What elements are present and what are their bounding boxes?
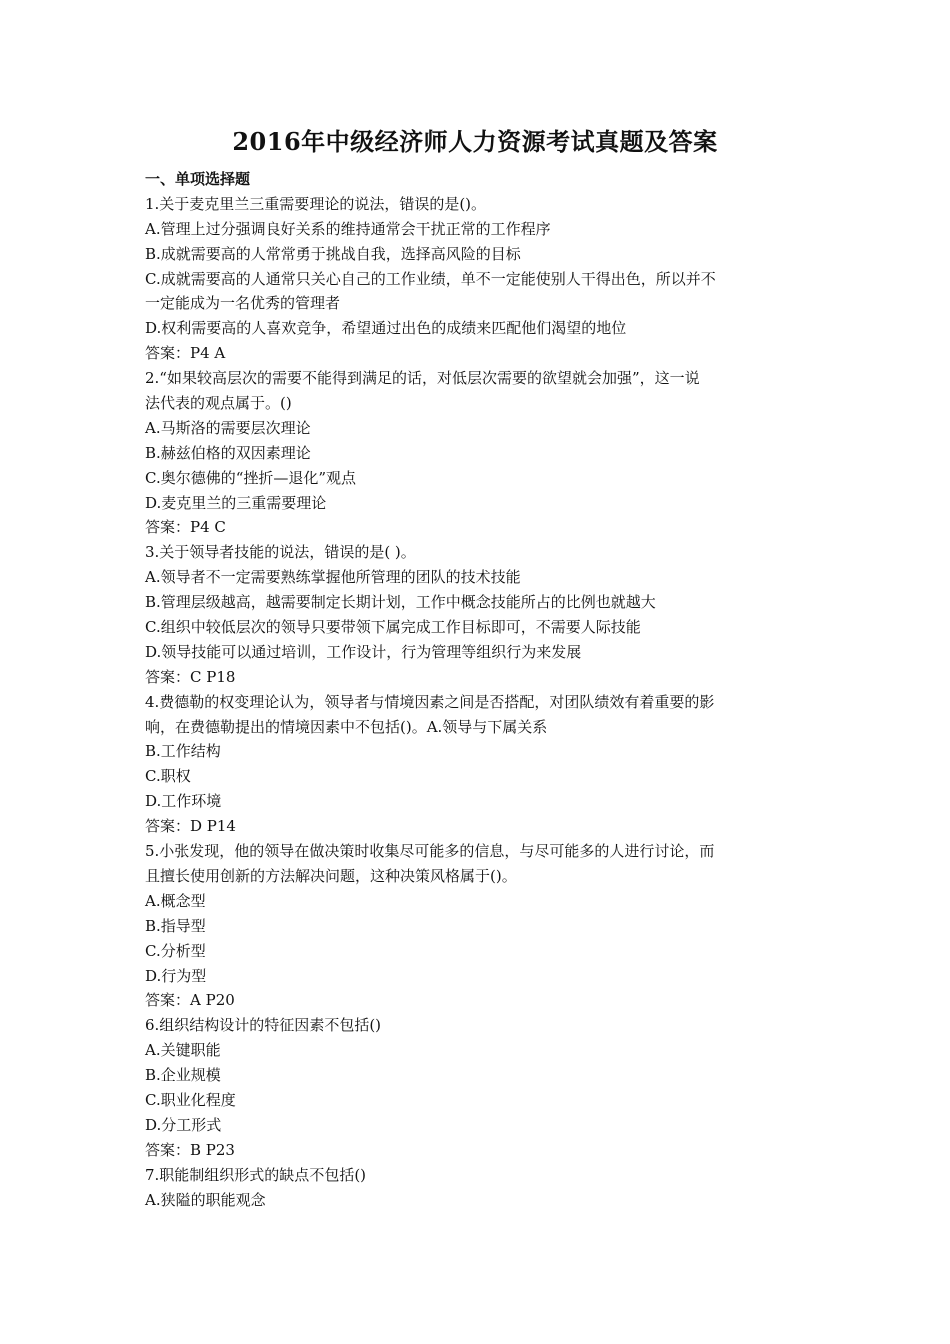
document-body <box>145 167 795 1212</box>
text-line: C.奥尔德佛的“挫折—退化”观点 <box>145 468 357 487</box>
text-line: 一定能成为一名优秀的管理者 <box>145 294 341 313</box>
text-line: D.权利需要高的人喜欢竞争，希望通过出色的成绩来匹配他们渴望的地位 <box>145 319 627 338</box>
text-line: 4.费德勒的权变理论认为，领导者与情境因素之间是否搭配，对团队绩效有着重要的影 <box>145 692 715 711</box>
text-line: 答案：P4 A <box>145 344 226 363</box>
text-line: A.马斯洛的需要层次理论 <box>145 418 311 437</box>
text-line: 答案：P4 C <box>145 518 226 537</box>
text-line: 答案：C P18 <box>145 667 236 686</box>
text-line: D.分工形式 <box>145 1115 222 1134</box>
section-title: 一、单项选择题 <box>145 170 251 188</box>
text-line: B.指导型 <box>145 916 206 935</box>
text-line: A.狭隘的职能观念 <box>145 1190 266 1209</box>
text-line: B.企业规模 <box>145 1066 221 1085</box>
document-title: 2016年中级经济师人力资源考试真题及答案 <box>232 127 718 156</box>
text-line: D.领导技能可以通过培训，工作设计，行为管理等组织行为来发展 <box>145 642 582 661</box>
text-line: 且擅长使用创新的方法解决问题，这种决策风格属于()。 <box>145 866 517 885</box>
text-line: A.概念型 <box>145 891 206 910</box>
text-line: 答案：A P20 <box>145 991 235 1010</box>
text-line: C.组织中较低层次的领导只要带领下属完成工作目标即可，不需要人际技能 <box>145 618 641 637</box>
text-line: 6.组织结构设计的特征因素不包括() <box>145 1016 382 1035</box>
text-line: 法代表的观点属于。() <box>145 394 292 413</box>
text-line: 答案：D P14 <box>145 817 236 836</box>
text-line: B.管理层级越高，越需要制定长期计划，工作中概念技能所占的比例也就越大 <box>145 593 656 612</box>
text-line: A.管理上过分强调良好关系的维持通常会干扰正常的工作程序 <box>145 219 551 238</box>
text-line: B.成就需要高的人常常勇于挑战自我，选择高风险的目标 <box>145 244 521 263</box>
text-line: 1.关于麦克里兰三重需要理论的说法，错误的是()。 <box>145 194 487 213</box>
text-line: 7.职能制组织形式的缺点不包括() <box>145 1165 367 1184</box>
text-line: B.工作结构 <box>145 742 221 761</box>
text-line: D.工作环境 <box>145 792 222 811</box>
text-line: C.成就需要高的人通常只关心自己的工作业绩，单不一定能使别人干得出色，所以并不 <box>145 269 716 288</box>
text-line: A.关键职能 <box>145 1041 221 1060</box>
text-line: C.职权 <box>145 767 191 786</box>
text-line: C.分析型 <box>145 941 206 960</box>
text-line: 答案：B P23 <box>145 1140 235 1159</box>
text-line: 响，在费德勒提出的情境因素中不包括()。A.领导与下属关系 <box>145 717 548 736</box>
text-line: B.赫兹伯格的双因素理论 <box>145 443 311 462</box>
text-line: D.行为型 <box>145 966 207 985</box>
text-line: A.领导者不一定需要熟练掌握他所管理的团队的技术技能 <box>145 568 521 587</box>
text-line: 3.关于领导者技能的说法，错误的是( )。 <box>145 543 416 562</box>
text-line: D.麦克里兰的三重需要理论 <box>145 493 327 512</box>
text-line: 2.“如果较高层次的需要不能得到满足的话，对低层次需要的欲望就会加强”，这一说 <box>145 369 700 388</box>
text-line: C.职业化程度 <box>145 1090 236 1109</box>
text-line: 5.小张发现，他的领导在做决策时收集尽可能多的信息，与尽可能多的人进行讨论，而 <box>145 842 715 861</box>
